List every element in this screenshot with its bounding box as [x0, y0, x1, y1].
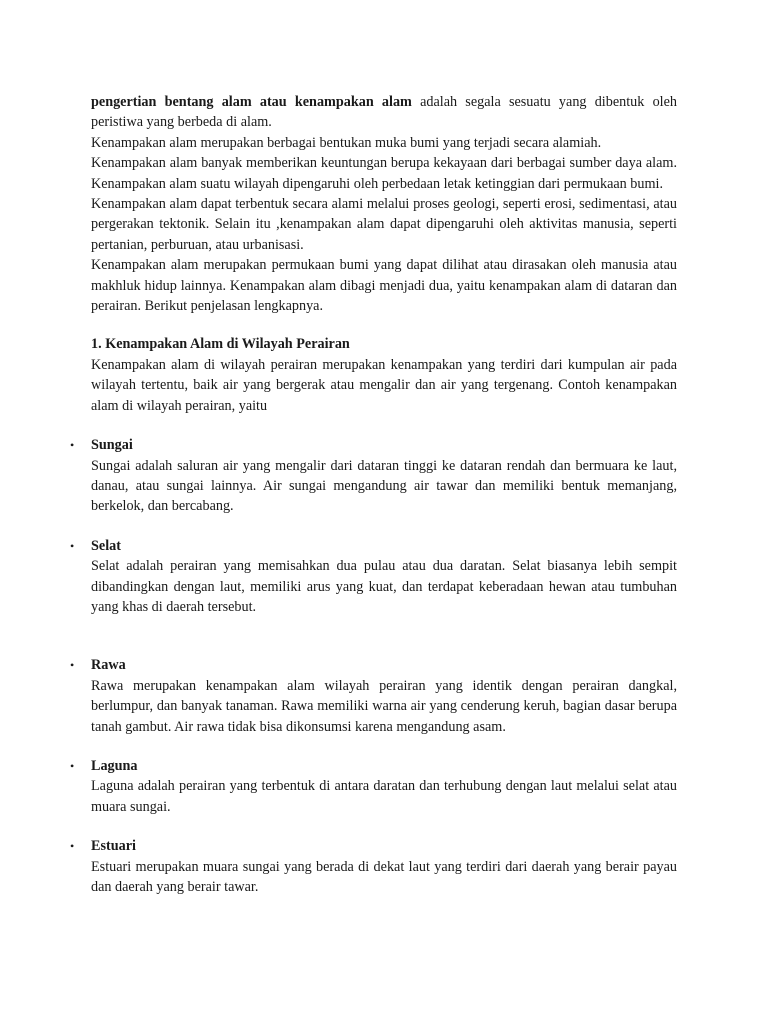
list-item-term: Selat: [91, 537, 121, 554]
list-item-selat: [70, 536, 677, 618]
list-item-term: Sungai: [91, 437, 133, 454]
bullet-icon: •: [70, 438, 75, 453]
bullet-icon: •: [70, 758, 75, 773]
intro-lead-bold: pengertian bentang alam atau kenampakan alam: [91, 94, 412, 110]
bullet-icon: •: [70, 839, 75, 854]
intro-lead-rest: adalah segala sesuatu yang dibentuk oleh peristiwa yang berbeda di alam.: [91, 94, 677, 131]
list-item-term: Estuari: [91, 838, 136, 855]
list-item-sungai: [70, 435, 677, 517]
list-item-term: Laguna: [91, 757, 138, 774]
list-item-estuari: [70, 836, 677, 897]
section-description: Kenampakan alam di wilayah perairan merupakan kenampakan yang terdiri dari kumpulan air pada wilayah tertentu, baik air yang bergerak atau mengalir dan air yang tergenang. Contoh kenampakan alam di wilayah perairan, yaitu: [91, 356, 677, 414]
list-item-rawa: [70, 655, 677, 737]
section-title: 1. Kenampakan Alam di Wilayah Perairan: [91, 336, 350, 353]
bullet-icon: •: [70, 658, 75, 673]
intro-paragraph-2: Kenampakan alam merupakan berbagai bentukan muka bumi yang terjadi secara alamiah.: [91, 134, 602, 151]
list-item-text: Estuari merupakan muara sungai yang berada di dekat laut yang terdiri dari daerah yang berair payau dan daerah yang berair tawar.: [91, 858, 677, 895]
list-item-term: Rawa: [91, 657, 126, 674]
intro-paragraph-4: Kenampakan alam dapat terbentuk secara alami melalui proses geologi, seperti erosi, sedimentasi, atau pergerakan tektonik. Selain itu ,kenampakan alam dapat dipengaruhi oleh aktivitas manusia, seperti pertanian, perburuan, atau urbanisasi.: [91, 196, 677, 253]
intro-paragraph-3: Kenampakan alam banyak memberikan keuntungan berupa kekayaan dari berbagai sumber daya alam. Kenampakan alam suatu wilayah dipengaruhi oleh perbedaan letak ketinggian dari permukaan bumi.: [91, 155, 677, 192]
list-item-text: Laguna adalah perairan yang terbentuk di antara daratan dan terhubung dengan laut melalui selat atau muara sungai.: [91, 778, 677, 815]
list-item-text: Sungai adalah saluran air yang mengalir dari dataran tinggi ke dataran rendah dan bermuara ke laut, danau, atau sungai lainnya. Air sungai mengandung air tawar dan memiliki bentuk memanjang, berkelok, dan bercabang.: [91, 457, 677, 515]
intro-paragraph-5: Kenampakan alam merupakan permukaan bumi yang dapat dilihat atau dirasakan oleh manusia atau makhluk hidup lainnya. Kenampakan alam dibagi menjadi dua, yaitu kenampakan alam di dataran dan perairan. Berikut penjelasan lengkapnya.: [91, 257, 677, 315]
intro-paragraph: [91, 92, 677, 133]
bullet-icon: •: [70, 538, 75, 553]
list-item-text: Rawa merupakan kenampakan alam wilayah perairan yang identik dengan perairan dangkal, berlumpur, dan banyak tanaman. Rawa memiliki warna air yang cenderung keruh, bagian dasar berupa tanah gambut. Air rawa tidak bisa dikonsumsi karena mengandung asam.: [91, 677, 677, 735]
document-body: [70, 92, 677, 897]
list-item-laguna: [70, 756, 677, 817]
list-item-text: Selat adalah perairan yang memisahkan dua pulau atau dua daratan. Selat biasanya lebih sempit dibandingkan dengan laut, memiliki arus yang kuat, dan terdapat keberadaan hewan atau tumbuhan yang khas di daerah tersebut.: [91, 558, 677, 615]
